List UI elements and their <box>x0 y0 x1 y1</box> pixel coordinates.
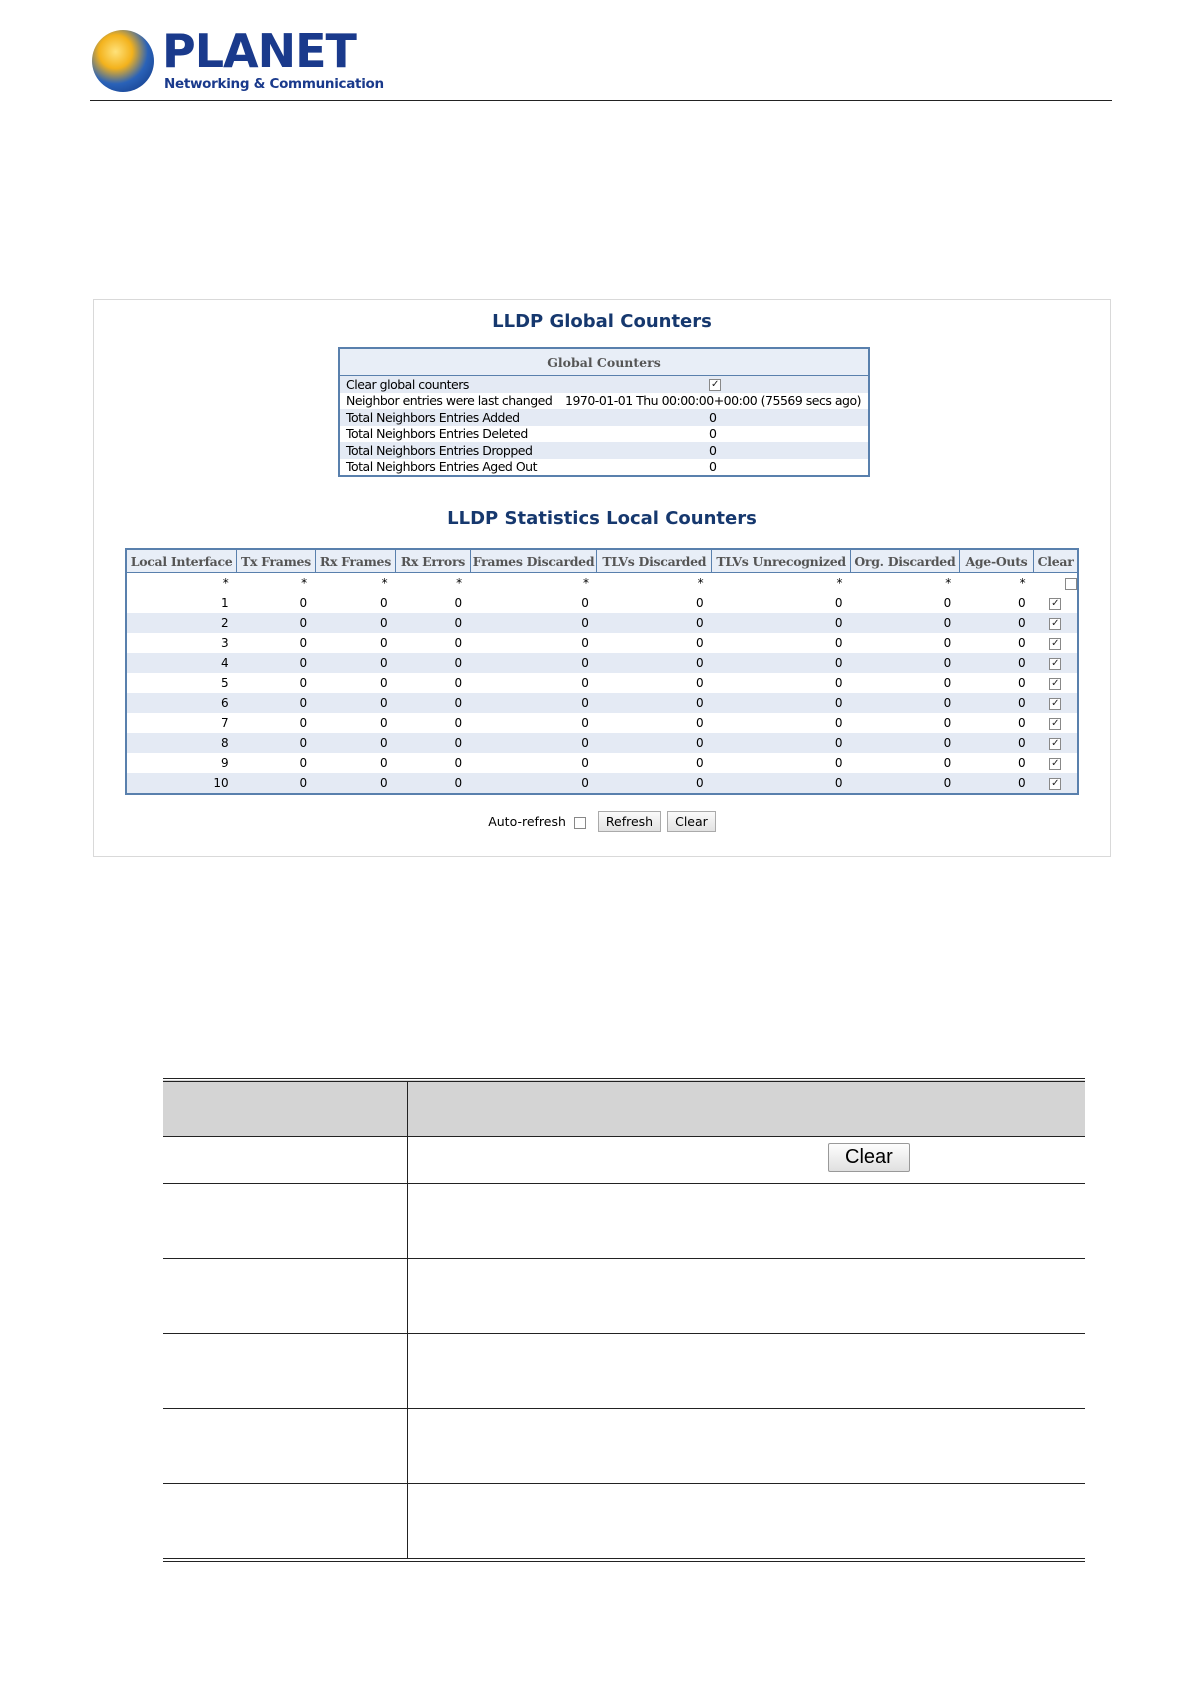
counter-cell: 0 <box>597 773 712 794</box>
counter-cell: 0 <box>237 633 315 653</box>
table-row <box>126 753 1078 773</box>
counter-cell: 0 <box>959 693 1033 713</box>
global-row-value: 0 <box>559 409 869 426</box>
counter-cell: 0 <box>851 673 960 693</box>
parameter-description-table <box>163 1078 1085 1562</box>
wildcard-cell: * <box>836 576 843 590</box>
counter-cell: 0 <box>959 673 1033 693</box>
column-header: Local Interface <box>126 549 237 573</box>
column-header: TLVs Discarded <box>597 549 712 573</box>
global-row-label: Total Neighbors Entries Aged Out <box>346 459 538 475</box>
counter-cell: 0 <box>470 653 597 673</box>
clear-cell <box>1034 693 1078 713</box>
table-row <box>126 693 1078 713</box>
global-row-value: 0 <box>709 426 717 442</box>
counter-cell: 0 <box>396 613 470 633</box>
counter-cell: 0 <box>959 653 1033 673</box>
auto-refresh-checkbox[interactable] <box>574 817 586 829</box>
counter-cell: 0 <box>712 653 851 673</box>
counter-cell: 0 <box>470 733 597 753</box>
statistics-header-row <box>126 549 1078 573</box>
counter-cell: 0 <box>851 753 960 773</box>
desc-row-label <box>163 1334 408 1409</box>
clear-row-checkbox[interactable]: ✓ <box>1051 777 1060 789</box>
desc-row-label <box>163 1409 408 1484</box>
global-row-value: 0 <box>709 459 717 475</box>
wildcard-cell: * <box>582 576 589 590</box>
interface-cell: 1 <box>126 593 237 613</box>
clear-button[interactable]: Clear <box>667 811 716 832</box>
counter-cell: 0 <box>597 713 712 733</box>
brand-tagline: Networking & Communication <box>164 76 384 92</box>
column-header: Age-Outs <box>959 549 1033 573</box>
global-row-label: Total Neighbors Entries Added <box>339 409 559 426</box>
wildcard-cell: * <box>456 576 463 590</box>
interface-cell: 7 <box>126 713 237 733</box>
counter-cell: 0 <box>712 673 851 693</box>
global-row-label: Total Neighbors Entries Deleted <box>346 426 528 442</box>
counter-cell: 0 <box>315 613 396 633</box>
table-row <box>126 593 1078 613</box>
table-row <box>126 633 1078 653</box>
clear-row-checkbox[interactable]: ✓ <box>1051 637 1060 649</box>
column-header: Frames Discarded <box>470 549 597 573</box>
clear-cell <box>1034 613 1078 633</box>
desc-row-label <box>163 1184 408 1259</box>
clear-all-checkbox[interactable] <box>1065 578 1077 590</box>
counter-cell: 0 <box>396 733 470 753</box>
wildcard-cell: * <box>697 576 704 590</box>
counter-cell: 0 <box>597 613 712 633</box>
column-header: Rx Frames <box>315 549 396 573</box>
counter-cell: 0 <box>470 693 597 713</box>
counter-cell: 0 <box>470 613 597 633</box>
column-header: Rx Errors <box>396 549 470 573</box>
wildcard-cell: * <box>222 576 229 590</box>
counter-cell: 0 <box>396 653 470 673</box>
desc-row-text <box>408 1484 1086 1561</box>
counter-cell: 0 <box>851 633 960 653</box>
clear-row-checkbox[interactable]: ✓ <box>1051 597 1060 609</box>
counter-cell: 0 <box>237 693 315 713</box>
counter-cell: 0 <box>959 633 1033 653</box>
column-header: Org. Discarded <box>851 549 960 573</box>
counter-cell: 0 <box>959 753 1033 773</box>
counter-cell: 0 <box>712 753 851 773</box>
counter-cell: 0 <box>959 613 1033 633</box>
interface-cell: 8 <box>126 733 237 753</box>
counter-cell: 0 <box>470 673 597 693</box>
clear-cell <box>1034 773 1078 794</box>
counter-cell: 0 <box>851 653 960 673</box>
wildcard-cell: * <box>1019 576 1026 590</box>
wildcard-cell: * <box>301 576 308 590</box>
counter-cell: 0 <box>959 773 1033 794</box>
table-controls <box>94 811 1110 832</box>
clear-row-checkbox[interactable]: ✓ <box>1051 717 1060 729</box>
header-cell-object <box>163 1080 408 1137</box>
counter-cell: 0 <box>315 733 396 753</box>
desc-row-text <box>408 1259 1086 1334</box>
counter-cell: 0 <box>315 693 396 713</box>
counter-cell: 0 <box>712 633 851 653</box>
interface-cell: 4 <box>126 653 237 673</box>
clear-row-checkbox[interactable]: ✓ <box>1051 737 1060 749</box>
counter-cell: 0 <box>396 753 470 773</box>
counter-cell: 0 <box>851 593 960 613</box>
counter-cell: 0 <box>396 673 470 693</box>
header-cell-description <box>408 1080 1086 1137</box>
interface-cell: 6 <box>126 693 237 713</box>
counter-cell: 0 <box>315 653 396 673</box>
global-counters-table <box>338 347 870 477</box>
clear-cell <box>1034 713 1078 733</box>
wildcard-cell: * <box>945 576 952 590</box>
global-row-label: Clear global counters <box>339 376 559 393</box>
counter-cell: 0 <box>315 773 396 794</box>
clear-button-sample: Clear <box>828 1143 910 1172</box>
global-row-label: Neighbor entries were last changed <box>346 393 553 409</box>
counter-cell: 0 <box>470 713 597 733</box>
clear-row-checkbox[interactable]: ✓ <box>1051 677 1060 689</box>
counter-cell: 0 <box>396 633 470 653</box>
clear-row-checkbox[interactable]: ✓ <box>1051 617 1060 629</box>
desc-row-label <box>163 1259 408 1334</box>
clear-row-checkbox[interactable]: ✓ <box>1051 697 1060 709</box>
counter-cell: 0 <box>712 733 851 753</box>
brand-name: PLANET <box>162 24 356 78</box>
global-row-value: 1970-01-01 Thu 00:00:00+00:00 (75569 secs ago) <box>565 393 861 409</box>
counter-cell: 0 <box>851 693 960 713</box>
statistics-table <box>125 548 1079 795</box>
counter-cell: 0 <box>396 693 470 713</box>
counter-cell: 0 <box>237 593 315 613</box>
counter-cell: 0 <box>396 773 470 794</box>
counter-cell: 0 <box>470 753 597 773</box>
counter-cell: 0 <box>597 673 712 693</box>
counter-cell: 0 <box>712 613 851 633</box>
counter-cell: 0 <box>396 713 470 733</box>
counter-cell: 0 <box>470 593 597 613</box>
table-row <box>126 713 1078 733</box>
table-row <box>126 653 1078 673</box>
counter-cell: 0 <box>315 713 396 733</box>
counter-cell: 0 <box>315 593 396 613</box>
statistics-body <box>126 573 1078 795</box>
interface-cell: 10 <box>126 773 237 794</box>
counter-cell: 0 <box>470 633 597 653</box>
clear-cell <box>1034 673 1078 693</box>
counter-cell: 0 <box>315 633 396 653</box>
global-row-label: Total Neighbors Entries Dropped <box>339 442 559 459</box>
wildcard-row <box>126 573 1078 594</box>
interface-cell: 3 <box>126 633 237 653</box>
counter-cell: 0 <box>851 733 960 753</box>
table-row <box>126 613 1078 633</box>
desc-row-text <box>408 1334 1086 1409</box>
wildcard-cell: * <box>381 576 388 590</box>
counter-cell: 0 <box>597 733 712 753</box>
statistics-title: LLDP Statistics Local Counters <box>447 508 757 529</box>
globe-icon <box>92 30 154 92</box>
clear-cell <box>1034 653 1078 673</box>
counter-cell: 0 <box>237 733 315 753</box>
column-header: TLVs Unrecognized <box>712 549 851 573</box>
counter-cell: 0 <box>597 633 712 653</box>
desc-row-text <box>408 1409 1086 1484</box>
table-row <box>126 733 1078 753</box>
global-row-value: 0 <box>559 442 869 459</box>
lldp-counters-screenshot <box>93 299 1111 857</box>
column-header: Tx Frames <box>237 549 315 573</box>
counter-cell: 0 <box>597 753 712 773</box>
counter-cell: 0 <box>597 593 712 613</box>
auto-refresh-label: Auto-refresh <box>488 814 566 829</box>
clear-global-counters-checkbox[interactable]: ✓ <box>709 379 721 391</box>
clear-cell <box>1034 593 1078 613</box>
counter-cell: 0 <box>597 693 712 713</box>
header-divider <box>90 100 1112 101</box>
interface-cell: 2 <box>126 613 237 633</box>
counter-cell: 0 <box>396 593 470 613</box>
table-row <box>126 773 1078 794</box>
counter-cell: 0 <box>237 653 315 673</box>
table-row <box>126 673 1078 693</box>
interface-cell: 5 <box>126 673 237 693</box>
global-counters-title: LLDP Global Counters <box>492 311 712 332</box>
clear-cell <box>1034 753 1078 773</box>
clear-row-checkbox[interactable]: ✓ <box>1051 757 1060 769</box>
refresh-button[interactable]: Refresh <box>598 811 661 832</box>
clear-row-checkbox[interactable]: ✓ <box>1051 657 1060 669</box>
counter-cell: 0 <box>712 713 851 733</box>
counter-cell: 0 <box>597 653 712 673</box>
interface-cell: 9 <box>126 753 237 773</box>
desc-row-text <box>408 1184 1086 1259</box>
counter-cell: 0 <box>851 613 960 633</box>
counter-cell: 0 <box>851 773 960 794</box>
desc-row-label <box>163 1137 408 1184</box>
counter-cell: 0 <box>237 773 315 794</box>
counter-cell: 0 <box>712 773 851 794</box>
wildcard-clear-cell <box>1034 573 1078 594</box>
counter-cell: 0 <box>237 753 315 773</box>
counter-cell: 0 <box>237 673 315 693</box>
planet-logo <box>92 24 384 98</box>
counter-cell: 0 <box>959 713 1033 733</box>
desc-row-text <box>408 1137 1086 1184</box>
counter-cell: 0 <box>712 593 851 613</box>
counter-cell: 0 <box>712 693 851 713</box>
counter-cell: 0 <box>959 733 1033 753</box>
counter-cell: 0 <box>851 713 960 733</box>
counter-cell: 0 <box>237 613 315 633</box>
counter-cell: 0 <box>237 713 315 733</box>
column-header: Clear <box>1034 549 1078 573</box>
counter-cell: 0 <box>315 673 396 693</box>
counter-cell: 0 <box>470 773 597 794</box>
counter-cell: 0 <box>315 753 396 773</box>
clear-cell <box>1034 633 1078 653</box>
desc-row-label <box>163 1484 408 1561</box>
clear-cell <box>1034 733 1078 753</box>
global-counters-header: Global Counters <box>339 348 869 376</box>
counter-cell: 0 <box>959 593 1033 613</box>
